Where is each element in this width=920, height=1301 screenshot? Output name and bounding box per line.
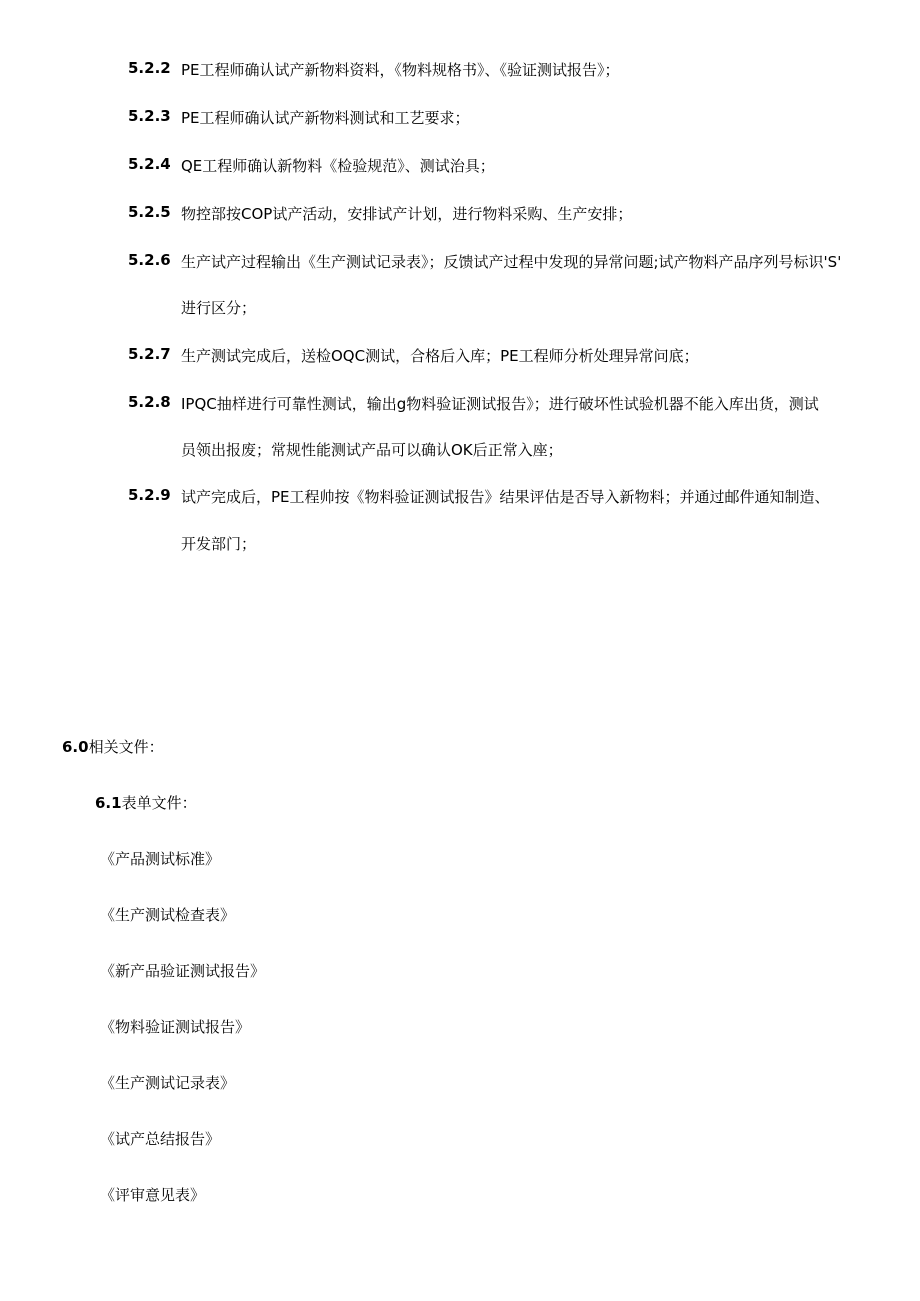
section-title: 相关文件：	[88, 738, 164, 756]
step-text: IPQC抽样进行可靠性测试，输出g物料验证测试报告》；进行破坏性试验机器不能入库出货，测试	[181, 395, 819, 413]
section-number: 6.0	[62, 738, 89, 756]
step-number: 5.2.5	[128, 203, 171, 221]
section-heading-6-1	[95, 792, 197, 813]
step-number: 5.2.8	[128, 393, 171, 411]
step-text: 物控部按COP试产活动，安排试产计划，进行物料采购、生产安排；	[181, 205, 633, 223]
form-list-item: 《评审意见表》	[100, 1186, 206, 1204]
step-number: 5.2.7	[128, 345, 171, 363]
step-number: 5.2.9	[128, 486, 171, 504]
form-list-item: 《新产品验证测试报告》	[100, 962, 266, 980]
step-number: 5.2.6	[128, 251, 171, 269]
step-text: 生产试产过程输出《生产测试记录表》；反馈试产过程中发现的异常问题;试产物料产品序列号标识'S'	[181, 253, 842, 271]
step-text: QE工程师确认新物料《检验规范》、测试治具；	[181, 157, 495, 175]
step-text: 生产测试完成后，送检OQC测试，合格后入库；PE工程师分析处理异常问底；	[181, 347, 699, 365]
step-text: PE工程师确认试产新物料资料，《物料规格书》、《验证测试报告》；	[181, 61, 620, 79]
form-list-item: 《生产测试检查表》	[100, 906, 236, 924]
form-list-item: 《产品测试标准》	[100, 850, 221, 868]
step-text: PE工程师确认试产新物料测试和工艺要求；	[181, 109, 470, 127]
form-list-item: 《试产总结报告》	[100, 1130, 221, 1148]
step-number: 5.2.4	[128, 155, 171, 173]
step-text: 试产完成后，PE工程帅按《物料验证测试报告》结果评估是否导入新物料；并通过邮件通知制造、	[181, 488, 830, 506]
section-title: 表单文件：	[121, 794, 197, 812]
step-text-continued: 进行区分；	[181, 299, 257, 317]
section-number: 6.1	[95, 794, 122, 812]
form-list-item: 《物料验证测试报告》	[100, 1018, 251, 1036]
step-number: 5.2.3	[128, 107, 171, 125]
form-list-item: 《生产测试记录表》	[100, 1074, 236, 1092]
section-heading-6-0	[62, 736, 164, 757]
step-text-continued: 员领出报废；常规性能测试产品可以确认OK后正常入座；	[181, 441, 563, 459]
step-number: 5.2.2	[128, 59, 171, 77]
step-text-continued: 开发部门；	[181, 535, 257, 553]
